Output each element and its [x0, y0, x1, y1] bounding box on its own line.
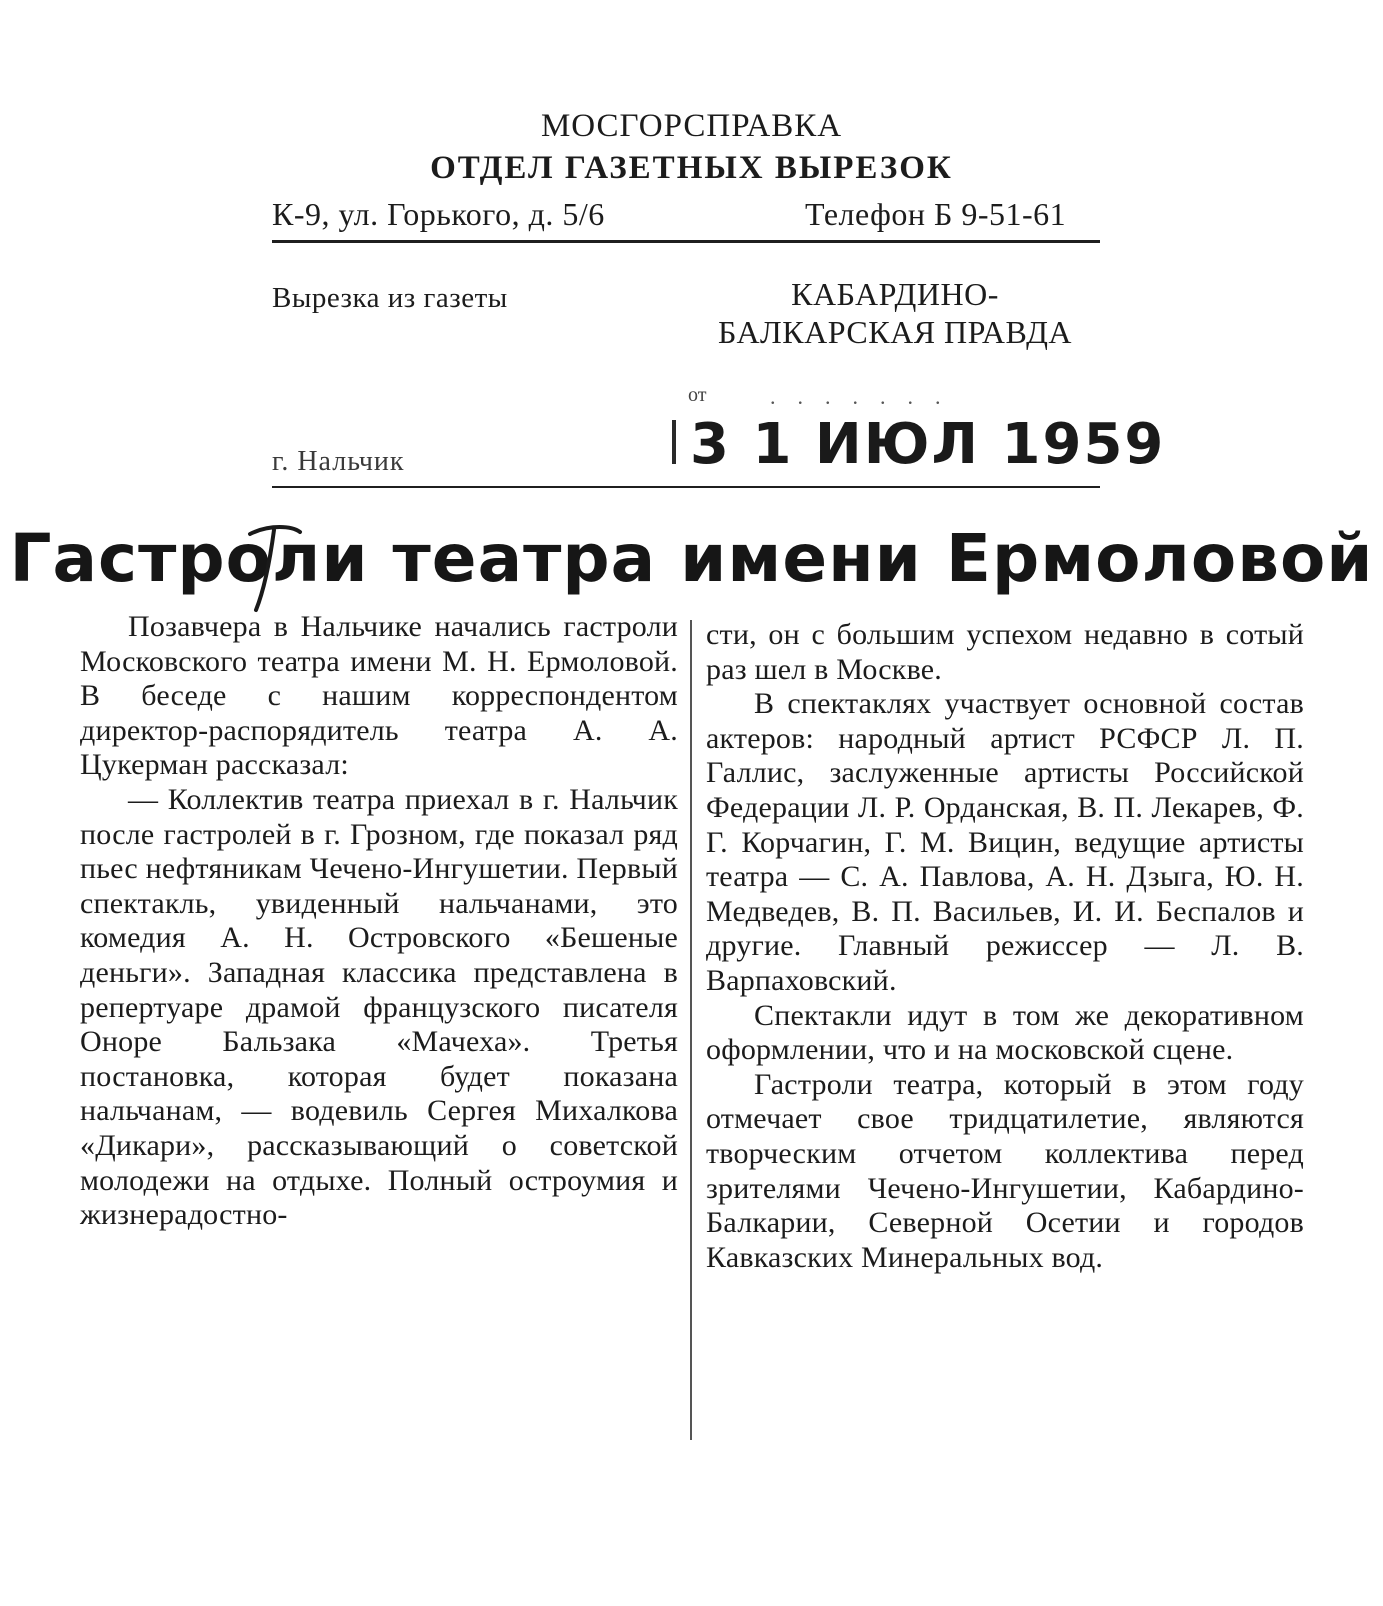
- newspaper-name-line2: БАЛКАРСКАЯ ПРАВДА: [717, 314, 1073, 350]
- header-rule-bottom: [272, 486, 1100, 488]
- date-from-label: от: [688, 384, 707, 406]
- agency-phone: Телефон Б 9-51-61: [805, 196, 1067, 232]
- newspaper-name-line1: КАБАРДИНО-: [791, 276, 999, 312]
- article-paragraph: В спектаклях участвует основной состав актеров: народный артист РСФСР Л. П. Галлис, заслуженные артисты Российской Федерации Л. Р. Орданская, В. П. Лекарев, Ф. Г. Корчагин, Г. М. Вицин, ведущие артисты театра — С. А. Павлова, А. Н. Дзыга, Ю. Н. Медведев, В. П. Васильев, И. И. Беспалов и другие. Главный режиссер — Л. В. Варпаховский.: [706, 687, 1304, 997]
- article-paragraph: Позавчера в Нальчике начались гастроли Московского театра имени М. Н. Ермоловой. В беседе с нашим корреспондентом директор-распорядитель театра А. А. Цукерман рассказал:: [80, 610, 678, 782]
- clipping-city: г. Нальчик: [272, 446, 405, 477]
- newspaper-name: [690, 275, 1100, 351]
- date-stamp: 3 1 ИЮЛ 1959: [690, 412, 1166, 477]
- date-dotted-line: .......: [770, 384, 963, 409]
- article-paragraph: — Коллектив театра приехал в г. Нальчик после гастролей в г. Грозном, где показал ряд пьес нефтяникам Чечено-Ингушетии. Первый спектакль, увиденный нальчанами, это комедия А. Н. Островского «Бешеные деньги». Западная классика представлена в репертуаре драмой французского писателя Оноре Бальзака «Мачеха». Третья постановка, которая будет показана нальчанам, — водевиль Сергея Михалкова «Дикари», рассказывающий о советской молодежи на отдыхе. Полный остроумия и жизнерадостно-: [80, 782, 678, 1232]
- article-paragraph: сти, он с большим успехом недавно в сотый раз шел в Москве.: [706, 618, 1304, 686]
- date-bracket: [672, 420, 676, 464]
- column-divider: [690, 620, 692, 1440]
- article-right-column: [706, 618, 1304, 1275]
- pencil-mark-icon: [240, 520, 310, 616]
- agency-address: К-9, ул. Горького, д. 5/6: [272, 196, 605, 232]
- article-paragraph: Спектакли идут в том же декоративном оформлении, что и на московской сцене.: [706, 998, 1304, 1067]
- clipping-label: Вырезка из газеты: [272, 282, 508, 314]
- article-paragraph: Гастроли театра, который в этом году отмечает свое тридцатилетие, являются творческим отчетом коллектива перед зрителями Чечено-Ингушетии, Кабардино-Балкарии, Северной Осетии и городов Кавказских Минеральных вод.: [706, 1067, 1304, 1274]
- article-headline: Гастроли театра имени Ермоловой: [9, 520, 1374, 597]
- department-name: ОТДЕЛ ГАЗЕТНЫХ ВЫРЕЗОК: [430, 150, 953, 186]
- agency-name: МОСГОРСПРАВКА: [540, 108, 843, 144]
- article-left-column: [80, 610, 678, 1233]
- header-rule-top: [272, 240, 1100, 243]
